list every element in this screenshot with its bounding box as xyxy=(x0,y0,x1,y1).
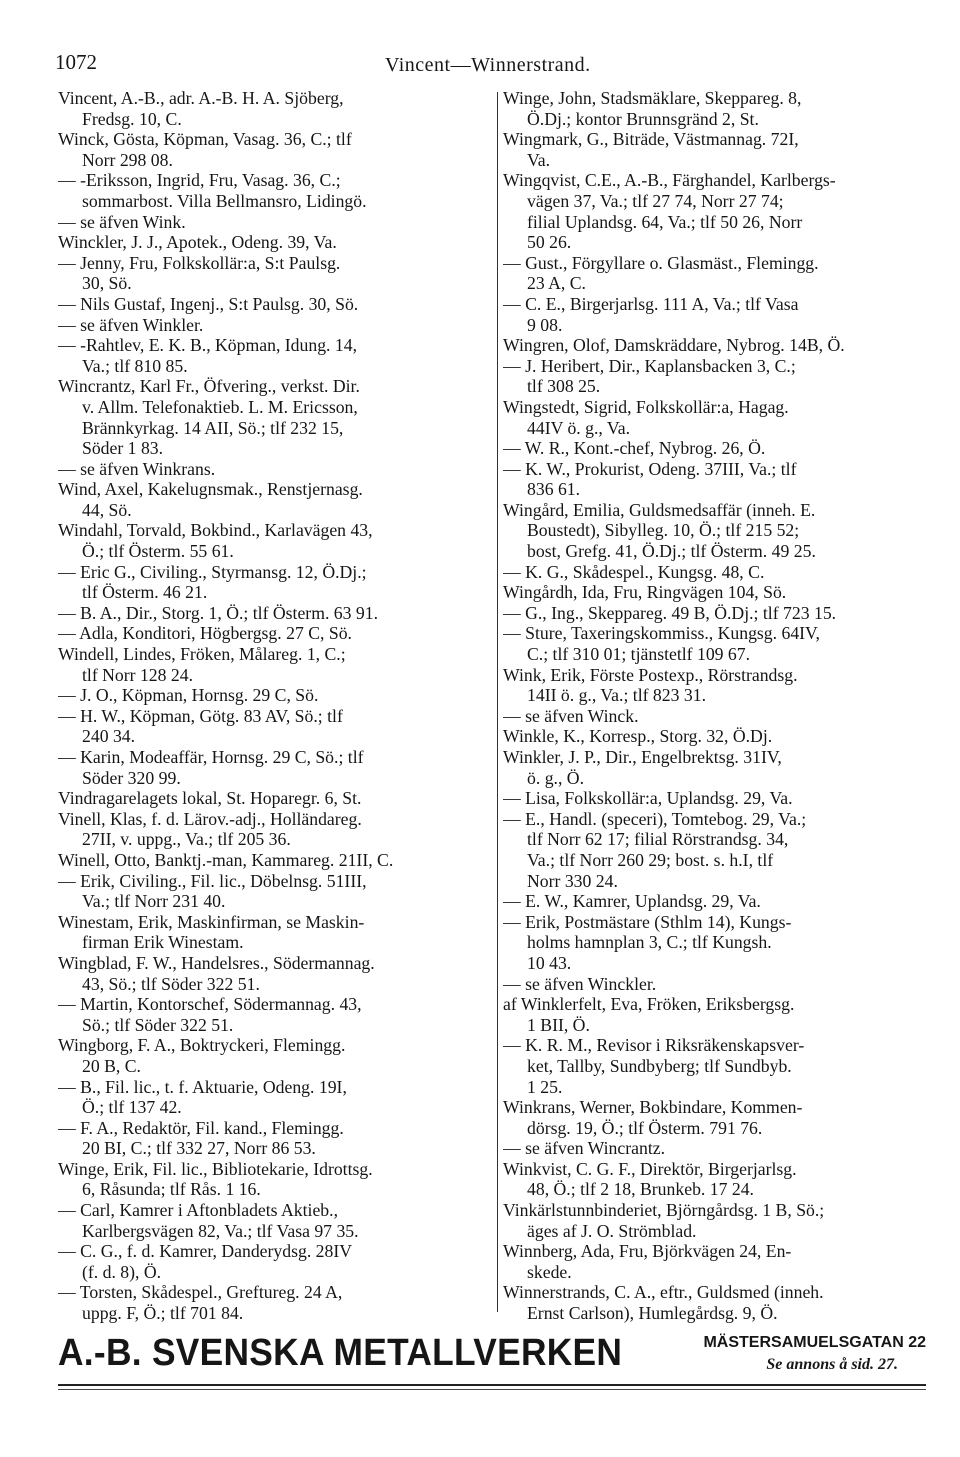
directory-line: ket, Tallby, Sundbyberg; tlf Sundbyb. xyxy=(527,1055,792,1076)
directory-line: — C. G., f. d. Kamrer, Danderydsg. 28IV xyxy=(58,1241,353,1262)
directory-line: 6, Råsunda; tlf Rås. 1 16. xyxy=(82,1179,261,1200)
directory-line: Wingmark, G., Biträde, Västmannag. 72I, xyxy=(503,129,799,150)
directory-line: Winge, John, Stadsmäklare, Skeppareg. 8, xyxy=(503,88,802,108)
directory-line: — J. Heribert, Dir., Kaplansbacken 3, C.; xyxy=(503,355,796,376)
directory-line: tlf 308 25. xyxy=(527,376,601,397)
directory-line: 240 34. xyxy=(82,726,136,747)
directory-line: Söder 320 99. xyxy=(82,767,181,788)
directory-line: Winkler, J. P., Dir., Engelbrektsg. 31IV, xyxy=(503,747,782,767)
directory-line: — H. W., Köpman, Götg. 83 AV, Sö.; tlf xyxy=(58,705,343,726)
directory-line: — Torsten, Skådespel., Greftureg. 24 A, xyxy=(58,1282,343,1303)
directory-line: tlf Norr 128 24. xyxy=(82,664,194,685)
column-divider xyxy=(497,92,498,1312)
bottom-rule xyxy=(58,1384,926,1386)
directory-line: 44, Sö. xyxy=(82,499,132,520)
directory-line: Va.; tlf 810 85. xyxy=(82,355,188,376)
directory-line: Fredsg. 10, C. xyxy=(82,108,182,129)
directory-line: Söder 1 83. xyxy=(82,438,164,459)
directory-line: Wingstedt, Sigrid, Folkskollär:a, Hagag. xyxy=(503,396,789,417)
directory-line: — E. W., Kamrer, Uplandsg. 29, Va. xyxy=(503,891,761,912)
directory-line: — Eric G., Civiling., Styrmansg. 12, Ö.Dj.; xyxy=(58,561,367,582)
directory-line: — K. W., Prokurist, Odeng. 37III, Va.; tlf xyxy=(503,458,797,479)
directory-line: Wink, Erik, Förste Postexp., Rörstrandsg. xyxy=(503,664,798,685)
directory-line: filial Uplandsg. 64, Va.; tlf 50 26, Norr xyxy=(527,211,803,232)
directory-line: dörsg. 19, Ö.; tlf Österm. 791 76. xyxy=(527,1117,763,1138)
directory-line: Wingqvist, C.E., A.-B., Färghandel, Karlbergs- xyxy=(503,170,836,191)
directory-line: 9 08. xyxy=(527,314,563,335)
directory-line: 44IV ö. g., Va. xyxy=(527,417,631,438)
directory-line: vägen 37, Va.; tlf 27 74, Norr 27 74; xyxy=(527,190,784,211)
directory-line: — K. R. M., Revisor i Riksräkenskapsver- xyxy=(503,1035,805,1056)
directory-line: — K. G., Skådespel., Kungsg. 48, C. xyxy=(503,561,765,582)
directory-line: Vinell, Klas, f. d. Lärov.-adj., Holländareg. xyxy=(58,808,362,829)
directory-line: skede. xyxy=(527,1261,572,1282)
directory-line: — F. A., Redaktör, Fil. kand., Flemingg. xyxy=(58,1117,344,1138)
directory-line: 48, Ö.; tlf 2 18, Brunkeb. 17 24. xyxy=(527,1179,754,1200)
directory-line: Winell, Otto, Banktj.-man, Kammareg. 21II, C. xyxy=(58,849,394,870)
directory-line: Winge, Erik, Fil. lic., Bibliotekarie, Idrottsg. xyxy=(58,1158,373,1179)
directory-line: Sö.; tlf Söder 322 51. xyxy=(82,1014,234,1035)
directory-line: 23 A, C. xyxy=(527,273,586,294)
directory-line: firman Erik Winestam. xyxy=(82,932,244,953)
directory-line: (f. d. 8), Ö. xyxy=(82,1261,162,1282)
directory-line: — B., Fil. lic., t. f. Aktuarie, Odeng. 19I, xyxy=(58,1076,347,1097)
directory-line: Wingborg, F. A., Boktryckeri, Flemingg. xyxy=(58,1035,346,1056)
directory-line: Windahl, Torvald, Bokbind., Karlavägen 43, xyxy=(58,520,373,541)
directory-line: Winck, Gösta, Köpman, Vasag. 36, C.; tlf xyxy=(58,129,352,150)
directory-line: — B. A., Dir., Storg. 1, Ö.; tlf Österm. 63 91. xyxy=(58,602,379,623)
directory-line: Vinkärlstunnbinderiet, Björngårdsg. 1 B, Sö.; xyxy=(503,1200,825,1221)
directory-line: — -Rahtlev, E. K. B., Köpman, Idung. 14, xyxy=(58,335,358,356)
directory-line: — Carl, Kamrer i Aftonbladets Aktieb., xyxy=(58,1200,338,1221)
directory-line: Wingårdh, Ida, Fru, Ringvägen 104, Sö. xyxy=(503,582,787,603)
directory-line: — W. R., Kont.-chef, Nybrog. 26, Ö. xyxy=(503,438,766,459)
directory-line: Ö.; tlf Österm. 55 61. xyxy=(82,541,234,562)
directory-line: tlf Norr 62 17; filial Rörstrandsg. 34, xyxy=(527,829,789,850)
directory-line: Karlbergsvägen 82, Va.; tlf Vasa 97 35. xyxy=(82,1220,359,1241)
directory-line: — Erik, Civiling., Fil. lic., Döbelnsg. 51III, xyxy=(58,870,367,891)
directory-line: Winkle, K., Korresp., Storg. 32, Ö.Dj. xyxy=(503,726,773,747)
directory-line: Winnberg, Ada, Fru, Björkvägen 24, En- xyxy=(503,1241,792,1262)
directory-line: Windell, Lindes, Fröken, Målareg. 1, C.; xyxy=(58,644,346,665)
directory-line: Ö.Dj.; kontor Brunnsgränd 2, St. xyxy=(527,108,759,129)
directory-line: v. Allm. Telefonaktieb. L. M. Ericsson, xyxy=(82,396,358,417)
directory-line: Boustedt), Sibylleg. 10, Ö.; tlf 215 52; xyxy=(527,520,800,541)
directory-line: Wingren, Olof, Damskräddare, Nybrog. 14B, Ö. xyxy=(503,335,845,356)
directory-line: — Erik, Postmästare (Sthlm 14), Kungs- xyxy=(503,911,792,932)
directory-line: Vincent, A.-B., adr. A.-B. H. A. Sjöberg, xyxy=(58,88,344,108)
directory-line: — se äfven Wink. xyxy=(58,211,186,232)
directory-line: Va.; tlf Norr 260 29; bost. s. h.I, tlf xyxy=(527,849,774,870)
directory-line: 20 B, C. xyxy=(82,1055,141,1076)
directory-line: bost, Grefg. 41, Ö.Dj.; tlf Österm. 49 25. xyxy=(527,541,816,562)
directory-line: Norr 298 08. xyxy=(82,149,173,170)
directory-line: — Gust., Förgyllare o. Glasmäst., Flemingg. xyxy=(503,252,819,273)
directory-line: — G., Ing., Skeppareg. 49 B, Ö.Dj.; tlf 723 15. xyxy=(503,602,837,623)
directory-line: 27II, v. uppg., Va.; tlf 205 36. xyxy=(82,829,291,850)
directory-line: 50 26. xyxy=(527,232,572,253)
directory-line: Winestam, Erik, Maskinfirman, se Maskin- xyxy=(58,911,365,932)
directory-line: Wingblad, F. W., Handelsres., Södermannag. xyxy=(58,952,375,973)
ad-address: MÄSTERSAMUELSGATAN 22 xyxy=(703,1334,926,1351)
directory-line: Va.; tlf Norr 231 40. xyxy=(82,891,226,912)
directory-line: — se äfven Winkler. xyxy=(58,314,204,335)
directory-line: Winkrans, Werner, Bokbindare, Kommen- xyxy=(503,1097,803,1118)
directory-line: Ernst Carlson), Humlegårdsg. 9, Ö. xyxy=(527,1303,778,1324)
directory-line: — C. E., Birgerjarlsg. 111 A, Va.; tlf Vasa xyxy=(503,293,799,314)
ad-company-name: A.-B. SVENSKA METALLVERKEN xyxy=(58,1332,623,1374)
directory-line: 43, Sö.; tlf Söder 322 51. xyxy=(82,973,260,994)
directory-line: holms hamnplan 3, C.; tlf Kungsh. xyxy=(527,932,772,953)
bottom-rule-thin xyxy=(58,1389,926,1390)
directory-line: tlf Österm. 46 21. xyxy=(82,582,208,603)
directory-line: Wingård, Emilia, Guldsmedsaffär (inneh. E. xyxy=(503,499,816,520)
right-column xyxy=(503,88,923,1324)
directory-line: Va. xyxy=(527,149,551,170)
directory-line: af Winklerfelt, Eva, Fröken, Eriksbergsg. xyxy=(503,994,795,1015)
directory-line: — -Eriksson, Ingrid, Fru, Vasag. 36, C.; xyxy=(58,170,341,191)
page-header xyxy=(55,50,925,84)
directory-line: — Nils Gustaf, Ingenj., S:t Paulsg. 30, Sö. xyxy=(58,293,359,314)
directory-line: — J. O., Köpman, Hornsg. 29 C, Sö. xyxy=(58,685,319,706)
directory-line: 30, Sö. xyxy=(82,273,132,294)
directory-line: 14II ö. g., Va.; tlf 823 31. xyxy=(527,685,706,706)
directory-line: — Jenny, Fru, Folkskollär:a, S:t Paulsg. xyxy=(58,252,341,273)
directory-line: 1 BII, Ö. xyxy=(527,1014,590,1035)
left-column xyxy=(58,88,498,1324)
directory-line: 10 43. xyxy=(527,952,572,973)
directory-line: Winkvist, C. G. F., Direktör, Birgerjarlsg. xyxy=(503,1158,797,1179)
directory-line: — E., Handl. (speceri), Tomtebog. 29, Va.; xyxy=(503,808,807,829)
directory-line: — se äfven Winkrans. xyxy=(58,458,216,479)
directory-line: 836 61. xyxy=(527,479,581,500)
ad-note: Se annons å sid. 27. xyxy=(766,1356,898,1373)
directory-line: C.; tlf 310 01; tjänstetlf 109 67. xyxy=(527,644,751,665)
directory-line: — Adla, Konditori, Högbergsg. 27 C, Sö. xyxy=(58,623,352,644)
directory-line: 1 25. xyxy=(527,1076,563,1097)
directory-line: Brännkyrkag. 14 AII, Sö.; tlf 232 15, xyxy=(82,417,344,438)
directory-line: 20 BI, C.; tlf 332 27, Norr 86 53. xyxy=(82,1138,316,1159)
directory-line: — se äfven Winck. xyxy=(503,705,639,726)
directory-line: Winnerstrands, C. A., eftr., Guldsmed (inneh. xyxy=(503,1282,824,1303)
directory-line: ö. g., Ö. xyxy=(527,767,584,788)
directory-line: Ö.; tlf 137 42. xyxy=(82,1097,182,1118)
directory-line: Wincrantz, Karl Fr., Öfvering., verkst. Dir. xyxy=(58,376,360,397)
page-number: 1072 xyxy=(55,50,97,74)
directory-line: Winckler, J. J., Apotek., Odeng. 39, Va. xyxy=(58,232,337,253)
running-head: Vincent—Winnerstrand. xyxy=(385,54,591,76)
directory-line: — Sture, Taxeringskommiss., Kungsg. 64IV, xyxy=(503,623,820,644)
directory-line: — Martin, Kontorschef, Södermannag. 43, xyxy=(58,994,362,1015)
directory-line: Norr 330 24. xyxy=(527,870,618,891)
directory-line: Vindragarelagets lokal, St. Hoparegr. 6, St. xyxy=(58,788,362,809)
directory-line: äges af J. O. Strömblad. xyxy=(527,1220,697,1241)
directory-line: uppg. F, Ö.; tlf 701 84. xyxy=(82,1303,244,1324)
directory-line: — Karin, Modeaffär, Hornsg. 29 C, Sö.; tlf xyxy=(58,747,364,767)
directory-line: sommarbost. Villa Bellmansro, Lidingö. xyxy=(82,190,367,211)
directory-line: — se äfven Winckler. xyxy=(503,973,657,994)
directory-line: — Lisa, Folkskollär:a, Uplandsg. 29, Va. xyxy=(503,788,793,809)
directory-line: Wind, Axel, Kakelugnsmak., Renstjernasg. xyxy=(58,479,363,500)
directory-line: — se äfven Wincrantz. xyxy=(503,1138,666,1159)
